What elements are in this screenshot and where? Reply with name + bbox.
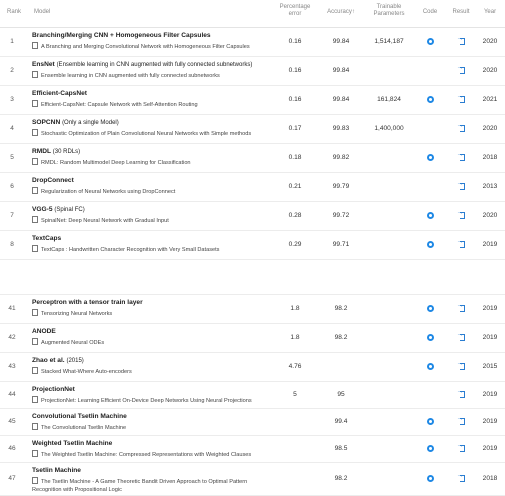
error-cell: 0.17 <box>288 125 302 132</box>
model-cell <box>32 119 277 138</box>
github-icon <box>427 241 434 248</box>
model-cell <box>32 148 277 167</box>
github-icon <box>427 363 434 370</box>
sort-arrow-icon: ↑ <box>351 9 355 15</box>
rank-cell: 6 <box>10 183 14 190</box>
model-name[interactable]: ProjectionNet <box>32 386 75 393</box>
table-row[interactable] <box>0 382 505 409</box>
paper-link[interactable]: The Weighted Tsetlin Machine: Compressed Representations with Weighted Clauses <box>32 450 277 459</box>
accuracy-cell: 99.84 <box>332 67 350 74</box>
result-link[interactable] <box>456 305 466 313</box>
paper-icon <box>32 158 38 165</box>
result-arrow-icon <box>458 38 465 44</box>
model-header[interactable]: Model <box>34 9 51 15</box>
rank-cell: 8 <box>10 241 14 248</box>
model-name[interactable]: Zhao et al. (2015) <box>32 357 84 364</box>
paper-link[interactable]: The Convolutional Tsetlin Machine <box>32 423 277 432</box>
github-icon <box>427 334 434 341</box>
code-link[interactable] <box>425 154 435 163</box>
result-link[interactable] <box>456 183 466 191</box>
table-row[interactable] <box>0 57 505 86</box>
error-cell: 0.29 <box>288 241 302 248</box>
year-cell: 2019 <box>482 418 498 425</box>
code-link[interactable] <box>425 212 435 221</box>
table-row[interactable] <box>0 409 505 436</box>
github-icon <box>427 212 434 219</box>
paper-link[interactable]: Regularization of Neural Networks using DropConnect <box>32 187 277 196</box>
result-link[interactable] <box>456 154 466 162</box>
result-arrow-icon <box>458 445 465 451</box>
result-arrow-icon <box>458 212 465 218</box>
rank-cell: 5 <box>10 154 14 161</box>
result-arrow-icon <box>458 96 465 102</box>
paper-icon <box>32 450 38 457</box>
accuracy-cell: 99.79 <box>332 183 350 190</box>
model-cell <box>32 177 277 196</box>
model-cell <box>32 440 277 459</box>
accuracy-header[interactable]: Accuracy↑ <box>327 9 355 15</box>
result-arrow-icon <box>458 67 465 73</box>
error-cell: 4.76 <box>288 363 302 370</box>
paper-icon <box>32 396 38 403</box>
paper-icon <box>32 100 38 107</box>
accuracy-cell: 98.2 <box>334 475 348 482</box>
params-cell: 1,514,187 <box>374 38 404 45</box>
accuracy-cell: 99.84 <box>332 38 350 45</box>
model-name[interactable]: Weighted Tsetlin Machine <box>32 440 113 447</box>
result-link[interactable] <box>456 125 466 133</box>
error-cell: 5 <box>293 391 297 398</box>
model-cell <box>32 90 277 109</box>
rank-cell: 41 <box>8 305 16 312</box>
rank-header[interactable]: Rank <box>6 9 21 15</box>
params-header[interactable]: Trainable Parameters <box>373 4 405 17</box>
model-name[interactable]: ANODE <box>32 328 56 335</box>
error-cell: 0.16 <box>288 67 302 74</box>
table-row[interactable] <box>0 202 505 231</box>
result-arrow-icon <box>458 391 465 397</box>
model-name[interactable]: Convolutional Tsetlin Machine <box>32 413 127 420</box>
result-link[interactable] <box>456 67 466 75</box>
result-arrow-icon <box>458 241 465 247</box>
model-name[interactable]: TextCaps <box>32 235 62 242</box>
paper-link[interactable]: Efficient-CapsNet: Capsule Network with Self-Attention Routing <box>32 100 277 109</box>
error-cell: 0.21 <box>288 183 302 190</box>
paper-icon <box>32 216 38 223</box>
paper-link[interactable]: RMDL: Random Multimodel Deep Learning for Classification <box>32 158 277 167</box>
table-row[interactable] <box>0 173 505 202</box>
rank-cell: 44 <box>8 391 16 398</box>
accuracy-cell: 99.82 <box>332 154 350 161</box>
model-cell <box>32 357 277 376</box>
accuracy-cell: 98.2 <box>334 305 348 312</box>
table-row[interactable] <box>0 463 505 496</box>
model-extra: (Spinal FC) <box>54 207 85 213</box>
year-cell: 2020 <box>482 38 498 45</box>
code-link[interactable] <box>425 418 435 427</box>
year-cell: 2019 <box>482 445 498 452</box>
table-row[interactable] <box>0 28 505 57</box>
result-header[interactable]: Result <box>452 9 470 15</box>
paper-icon <box>32 477 38 484</box>
rank-cell: 3 <box>10 96 14 103</box>
model-cell <box>32 386 277 405</box>
model-cell <box>32 32 277 51</box>
result-arrow-icon <box>458 125 465 131</box>
table-row[interactable] <box>0 144 505 173</box>
row-gap <box>0 260 505 295</box>
model-name[interactable]: RMDL (30 RDLs) <box>32 148 81 155</box>
paper-link[interactable]: Stochastic Optimization of Plain Convolutional Neural Networks with Simple methods <box>32 129 277 138</box>
github-icon <box>427 418 434 425</box>
model-cell <box>32 467 277 494</box>
github-icon <box>427 96 434 103</box>
paper-icon <box>32 129 38 136</box>
rank-cell: 7 <box>10 212 14 219</box>
year-cell: 2019 <box>482 305 498 312</box>
paper-link[interactable]: Ensemble learning in CNN augmented with fully connected subnetworks <box>32 71 277 80</box>
accuracy-cell: 98.2 <box>334 334 348 341</box>
paper-link[interactable]: ProjectionNet: Learning Efficient On-Device Deep Networks Using Neural Projections <box>32 396 277 405</box>
paper-link[interactable]: Stacked What-Where Auto-encoders <box>32 367 277 376</box>
year-cell: 2018 <box>482 154 498 161</box>
github-icon <box>427 475 434 482</box>
error-cell: 1.8 <box>290 334 300 341</box>
model-cell <box>32 206 277 225</box>
table-row[interactable] <box>0 295 505 324</box>
github-icon <box>427 38 434 45</box>
rank-cell: 46 <box>8 445 16 452</box>
accuracy-cell: 98.5 <box>334 445 348 452</box>
accuracy-cell: 99.83 <box>332 125 350 132</box>
model-cell <box>32 61 277 80</box>
result-link[interactable] <box>456 391 466 399</box>
code-link[interactable] <box>425 445 435 454</box>
paper-link[interactable]: The Tsetlin Machine - A Game Theoretic Bandit Driven Approach to Optimal Pattern Recognition with Propositional Logic <box>32 479 248 493</box>
result-link[interactable] <box>456 96 466 104</box>
year-cell: 2020 <box>482 125 498 132</box>
error-cell: 0.16 <box>288 96 302 103</box>
model-extra: (2015) <box>66 358 84 364</box>
table-row[interactable] <box>0 115 505 144</box>
result-arrow-icon <box>458 334 465 340</box>
result-link[interactable] <box>456 363 466 371</box>
model-name[interactable]: EnsNet (Ensemble learning in CNN augmented with fully connected subnetworks) <box>32 61 253 68</box>
result-arrow-icon <box>458 418 465 424</box>
github-icon <box>427 154 434 161</box>
paper-icon <box>32 309 38 316</box>
accuracy-cell: 99.71 <box>332 241 350 248</box>
code-link[interactable] <box>425 334 435 343</box>
year-cell: 2019 <box>482 241 498 248</box>
result-arrow-icon <box>458 183 465 189</box>
code-link[interactable] <box>425 38 435 47</box>
result-arrow-icon <box>458 363 465 369</box>
year-cell: 2018 <box>482 475 498 482</box>
result-link[interactable] <box>456 475 466 483</box>
rank-cell: 47 <box>8 475 16 482</box>
rank-cell: 2 <box>10 67 14 74</box>
paper-icon <box>32 71 38 78</box>
github-icon <box>427 305 434 312</box>
code-link[interactable] <box>425 305 435 314</box>
table-row[interactable] <box>0 324 505 353</box>
model-extra: (Only a single Model) <box>62 120 119 126</box>
year-header[interactable]: Year <box>483 9 497 15</box>
rank-cell: 1 <box>10 38 14 45</box>
paper-icon <box>32 423 38 430</box>
github-icon <box>427 445 434 452</box>
model-cell <box>32 299 277 318</box>
result-link[interactable] <box>456 241 466 249</box>
result-link[interactable] <box>456 38 466 46</box>
paper-link[interactable]: SpinalNet: Deep Neural Network with Gradual Input <box>32 216 277 225</box>
model-name[interactable]: DropConnect <box>32 177 74 184</box>
year-cell: 2021 <box>482 96 498 103</box>
params-cell: 161,824 <box>377 96 401 103</box>
rank-cell: 42 <box>8 334 16 341</box>
paper-link[interactable]: A Branching and Merging Convolutional Network with Homogeneous Filter Capsules <box>32 42 277 51</box>
paper-link[interactable]: Augmented Neural ODEs <box>32 338 277 347</box>
error-cell: 0.18 <box>288 154 302 161</box>
table-header <box>0 0 505 28</box>
year-cell: 2020 <box>482 67 498 74</box>
model-name[interactable]: Branching/Merging CNN + Homogeneous Filter Capsules <box>32 32 211 39</box>
model-name[interactable]: Perceptron with a tensor train layer <box>32 299 143 306</box>
model-cell <box>32 413 277 432</box>
paper-link[interactable]: TextCaps : Handwritten Character Recognition with Very Small Datasets <box>32 245 277 254</box>
table-body <box>0 28 505 496</box>
table-row[interactable] <box>0 353 505 382</box>
table-row[interactable] <box>0 86 505 115</box>
accuracy-cell: 95 <box>337 391 345 398</box>
paper-icon <box>32 367 38 374</box>
model-name[interactable]: SOPCNN (Only a single Model) <box>32 119 119 126</box>
code-link[interactable] <box>425 363 435 372</box>
year-cell: 2013 <box>482 183 498 190</box>
error-cell: 1.8 <box>290 305 300 312</box>
result-arrow-icon <box>458 154 465 160</box>
result-link[interactable] <box>456 445 466 453</box>
paper-icon <box>32 42 38 49</box>
year-cell: 2019 <box>482 334 498 341</box>
year-cell: 2019 <box>482 391 498 398</box>
params-cell: 1,400,000 <box>374 125 404 132</box>
paper-link[interactable]: Tensorizing Neural Networks <box>32 309 277 318</box>
paper-icon <box>32 338 38 345</box>
result-arrow-icon <box>458 305 465 311</box>
model-cell <box>32 235 277 254</box>
result-link[interactable] <box>456 418 466 426</box>
rank-cell: 43 <box>8 363 16 370</box>
code-link[interactable] <box>425 96 435 105</box>
table-row[interactable] <box>0 436 505 463</box>
error-cell: 0.16 <box>288 38 302 45</box>
year-cell: 2015 <box>482 363 498 370</box>
error-cell: 0.28 <box>288 212 302 219</box>
code-header[interactable]: Code <box>422 9 438 15</box>
paper-icon <box>32 245 38 252</box>
code-link[interactable] <box>425 475 435 484</box>
accuracy-cell: 99.84 <box>332 96 350 103</box>
rank-cell: 4 <box>10 125 14 132</box>
table-row[interactable] <box>0 231 505 260</box>
result-link[interactable] <box>456 212 466 220</box>
code-link[interactable] <box>425 241 435 250</box>
result-link[interactable] <box>456 334 466 342</box>
accuracy-cell: 99.4 <box>334 418 348 425</box>
model-extra: (Ensemble learning in CNN augmented with fully connected subnetworks) <box>56 62 253 68</box>
year-cell: 2020 <box>482 212 498 219</box>
model-name[interactable]: Tsetlin Machine <box>32 467 81 474</box>
model-extra: (30 RDLs) <box>52 149 81 155</box>
accuracy-cell: 99.72 <box>332 212 350 219</box>
rank-cell: 45 <box>8 418 16 425</box>
result-arrow-icon <box>458 475 465 481</box>
model-cell <box>32 328 277 347</box>
model-name[interactable]: VGG-5 (Spinal FC) <box>32 206 85 213</box>
paper-icon <box>32 187 38 194</box>
error-header[interactable]: Percentage error <box>279 4 311 17</box>
model-name[interactable]: Efficient-CapsNet <box>32 90 87 97</box>
